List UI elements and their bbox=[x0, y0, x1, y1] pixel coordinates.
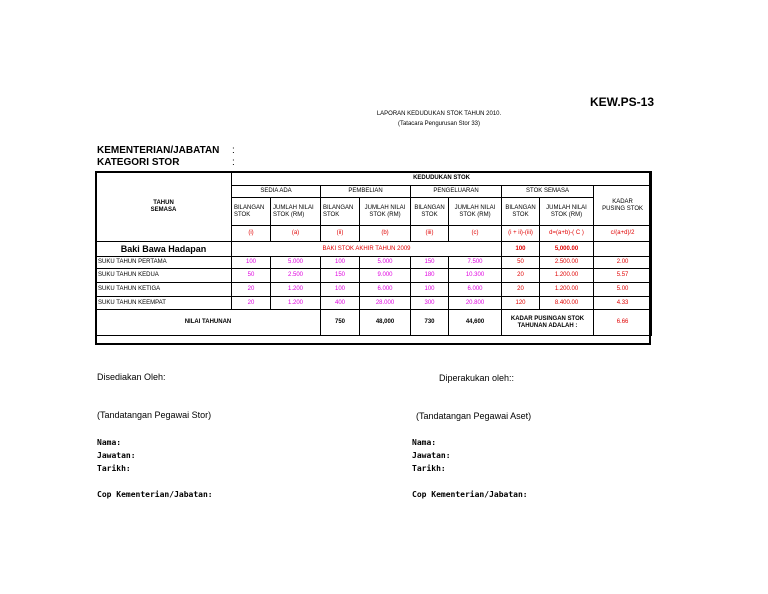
cell: 20.800 bbox=[449, 297, 502, 310]
baki-bilangan: 100 bbox=[502, 242, 540, 257]
code-cell: (ii) bbox=[321, 226, 360, 242]
cell: 50 bbox=[502, 257, 540, 269]
header-kedudukan-stok: KEDUDUKAN STOK bbox=[232, 172, 652, 186]
ministry-label: KEMENTERIAN/JABATAN bbox=[97, 145, 220, 156]
report-subtitle: (Tatacara Pengurusan Stor 33) bbox=[397, 121, 481, 127]
cell: 8.400.00 bbox=[540, 297, 594, 310]
right-cop: Cop Kementerian/Jabatan: bbox=[412, 490, 528, 499]
cell: 5.00 bbox=[594, 283, 652, 297]
left-cop: Cop Kementerian/Jabatan: bbox=[97, 490, 213, 499]
baki-empty bbox=[594, 242, 652, 257]
row-label: SUKU TAHUN KEDUA bbox=[96, 269, 232, 283]
cell: 2.00 bbox=[594, 257, 652, 269]
kadar-pusingan-value: 6.66 bbox=[594, 310, 652, 336]
left-tarikh: Tarikh: bbox=[97, 464, 131, 473]
baki-label: Baki Bawa Hadapan bbox=[96, 242, 232, 257]
code-cell: (b) bbox=[360, 226, 411, 242]
sub-jumlah-2: JUMLAH NILAI STOK (RM) bbox=[360, 198, 411, 226]
code-cell: d=(a+b)-( C ) bbox=[540, 226, 594, 242]
cell: 5.57 bbox=[594, 269, 652, 283]
table-row bbox=[96, 283, 652, 297]
total-bil-pengeluaran: 730 bbox=[411, 310, 449, 336]
right-jawatan: Jawatan: bbox=[412, 451, 451, 460]
cell: 400 bbox=[321, 297, 360, 310]
total-bil-pembelian: 750 bbox=[321, 310, 360, 336]
certified-by-label: Diperakukan oleh:: bbox=[439, 373, 515, 383]
sub-bilangan-1: BILANGAN STOK bbox=[232, 198, 271, 226]
cell: 5.000 bbox=[271, 257, 321, 269]
nilai-tahunan-label: NILAI TAHUNAN bbox=[96, 310, 321, 336]
cell: 1.200.00 bbox=[540, 283, 594, 297]
header-kadar-pusing: KADAR PUSING STOK bbox=[594, 186, 652, 226]
sub-bilangan-4: BILANGAN STOK bbox=[502, 198, 540, 226]
header-tahun-semasa: TAHUN SEMASA bbox=[96, 172, 232, 242]
category-colon: : bbox=[232, 157, 235, 168]
code-cell: (i) bbox=[232, 226, 271, 242]
cell: 4.33 bbox=[594, 297, 652, 310]
header-stok-semasa: STOK SEMASA bbox=[502, 186, 594, 198]
cell: 2.500.00 bbox=[540, 257, 594, 269]
left-nama: Nama: bbox=[97, 438, 122, 447]
category-label: KATEGORI STOR bbox=[97, 157, 180, 168]
cell: 2.500 bbox=[271, 269, 321, 283]
sub-jumlah-3: JUMLAH NILAI STOK (RM) bbox=[449, 198, 502, 226]
cell: 50 bbox=[232, 269, 271, 283]
kadar-pusingan-label: KADAR PUSINGAN STOK TAHUNAN ADALAH : bbox=[502, 310, 594, 336]
row-label: SUKU TAHUN KEEMPAT bbox=[96, 297, 232, 310]
baki-note: BAKI STOK AKHIR TAHUN 2009 bbox=[232, 242, 502, 257]
sub-bilangan-3: BILANGAN STOK bbox=[411, 198, 449, 226]
cell: 100 bbox=[232, 257, 271, 269]
cell: 100 bbox=[321, 257, 360, 269]
sub-jumlah-1: JUMLAH NILAI STOK (RM) bbox=[271, 198, 321, 226]
row-label: SUKU TAHUN PERTAMA bbox=[96, 257, 232, 269]
cell: 1.200 bbox=[271, 283, 321, 297]
cell: 1.200.00 bbox=[540, 269, 594, 283]
cell: 150 bbox=[321, 269, 360, 283]
header-pengeluaran: PENGELUARAN bbox=[411, 186, 502, 198]
right-nama: Nama: bbox=[412, 438, 437, 447]
code-cell: (iii) bbox=[411, 226, 449, 242]
cell: 28.000 bbox=[360, 297, 411, 310]
cell: 7.500 bbox=[449, 257, 502, 269]
cell: 180 bbox=[411, 269, 449, 283]
cell: 120 bbox=[502, 297, 540, 310]
header-pembelian: PEMBELIAN bbox=[321, 186, 411, 198]
total-nilai-pengeluaran: 44,600 bbox=[449, 310, 502, 336]
store-officer-signature: (Tandatangan Pegawai Stor) bbox=[97, 410, 212, 420]
code-cell: (a) bbox=[271, 226, 321, 242]
table-row bbox=[96, 269, 652, 283]
cell: 20 bbox=[502, 269, 540, 283]
sub-bilangan-2: BILANGAN STOK bbox=[321, 198, 360, 226]
left-jawatan: Jawatan: bbox=[97, 451, 136, 460]
row-label: SUKU TAHUN KETIGA bbox=[96, 283, 232, 297]
report-title: LAPORAN KEDUDUKAN STOK TAHUN 2010. bbox=[376, 111, 502, 117]
cell: 6.000 bbox=[360, 283, 411, 297]
prepared-by-label: Disediakan Oleh: bbox=[97, 372, 166, 382]
cell: 10.300 bbox=[449, 269, 502, 283]
cell: 150 bbox=[411, 257, 449, 269]
cell: 100 bbox=[321, 283, 360, 297]
table-row bbox=[96, 257, 652, 269]
cell: 6.000 bbox=[449, 283, 502, 297]
code-cell: (c) bbox=[449, 226, 502, 242]
code-cell: c/(a+d)/2 bbox=[594, 226, 652, 242]
table-row bbox=[96, 297, 652, 310]
ministry-colon: : bbox=[232, 145, 235, 156]
form-code: KEW.PS-13 bbox=[590, 95, 655, 109]
cell: 20 bbox=[502, 283, 540, 297]
total-nilai-pembelian: 48,000 bbox=[360, 310, 411, 336]
stock-table bbox=[95, 171, 652, 336]
header-sedia-ada: SEDIA ADA bbox=[232, 186, 321, 198]
asset-officer-signature: (Tandatangan Pegawai Aset) bbox=[416, 411, 532, 421]
cell: 20 bbox=[232, 283, 271, 297]
cell: 300 bbox=[411, 297, 449, 310]
cell: 20 bbox=[232, 297, 271, 310]
sub-jumlah-4: JUMLAH NILAI STOK (RM) bbox=[540, 198, 594, 226]
cell: 1.200 bbox=[271, 297, 321, 310]
cell: 100 bbox=[411, 283, 449, 297]
cell: 5.000 bbox=[360, 257, 411, 269]
cell: 9.000 bbox=[360, 269, 411, 283]
baki-nilai: 5,000.00 bbox=[540, 242, 594, 257]
right-tarikh: Tarikh: bbox=[412, 464, 446, 473]
code-cell: (i + ii)-(iii) bbox=[502, 226, 540, 242]
